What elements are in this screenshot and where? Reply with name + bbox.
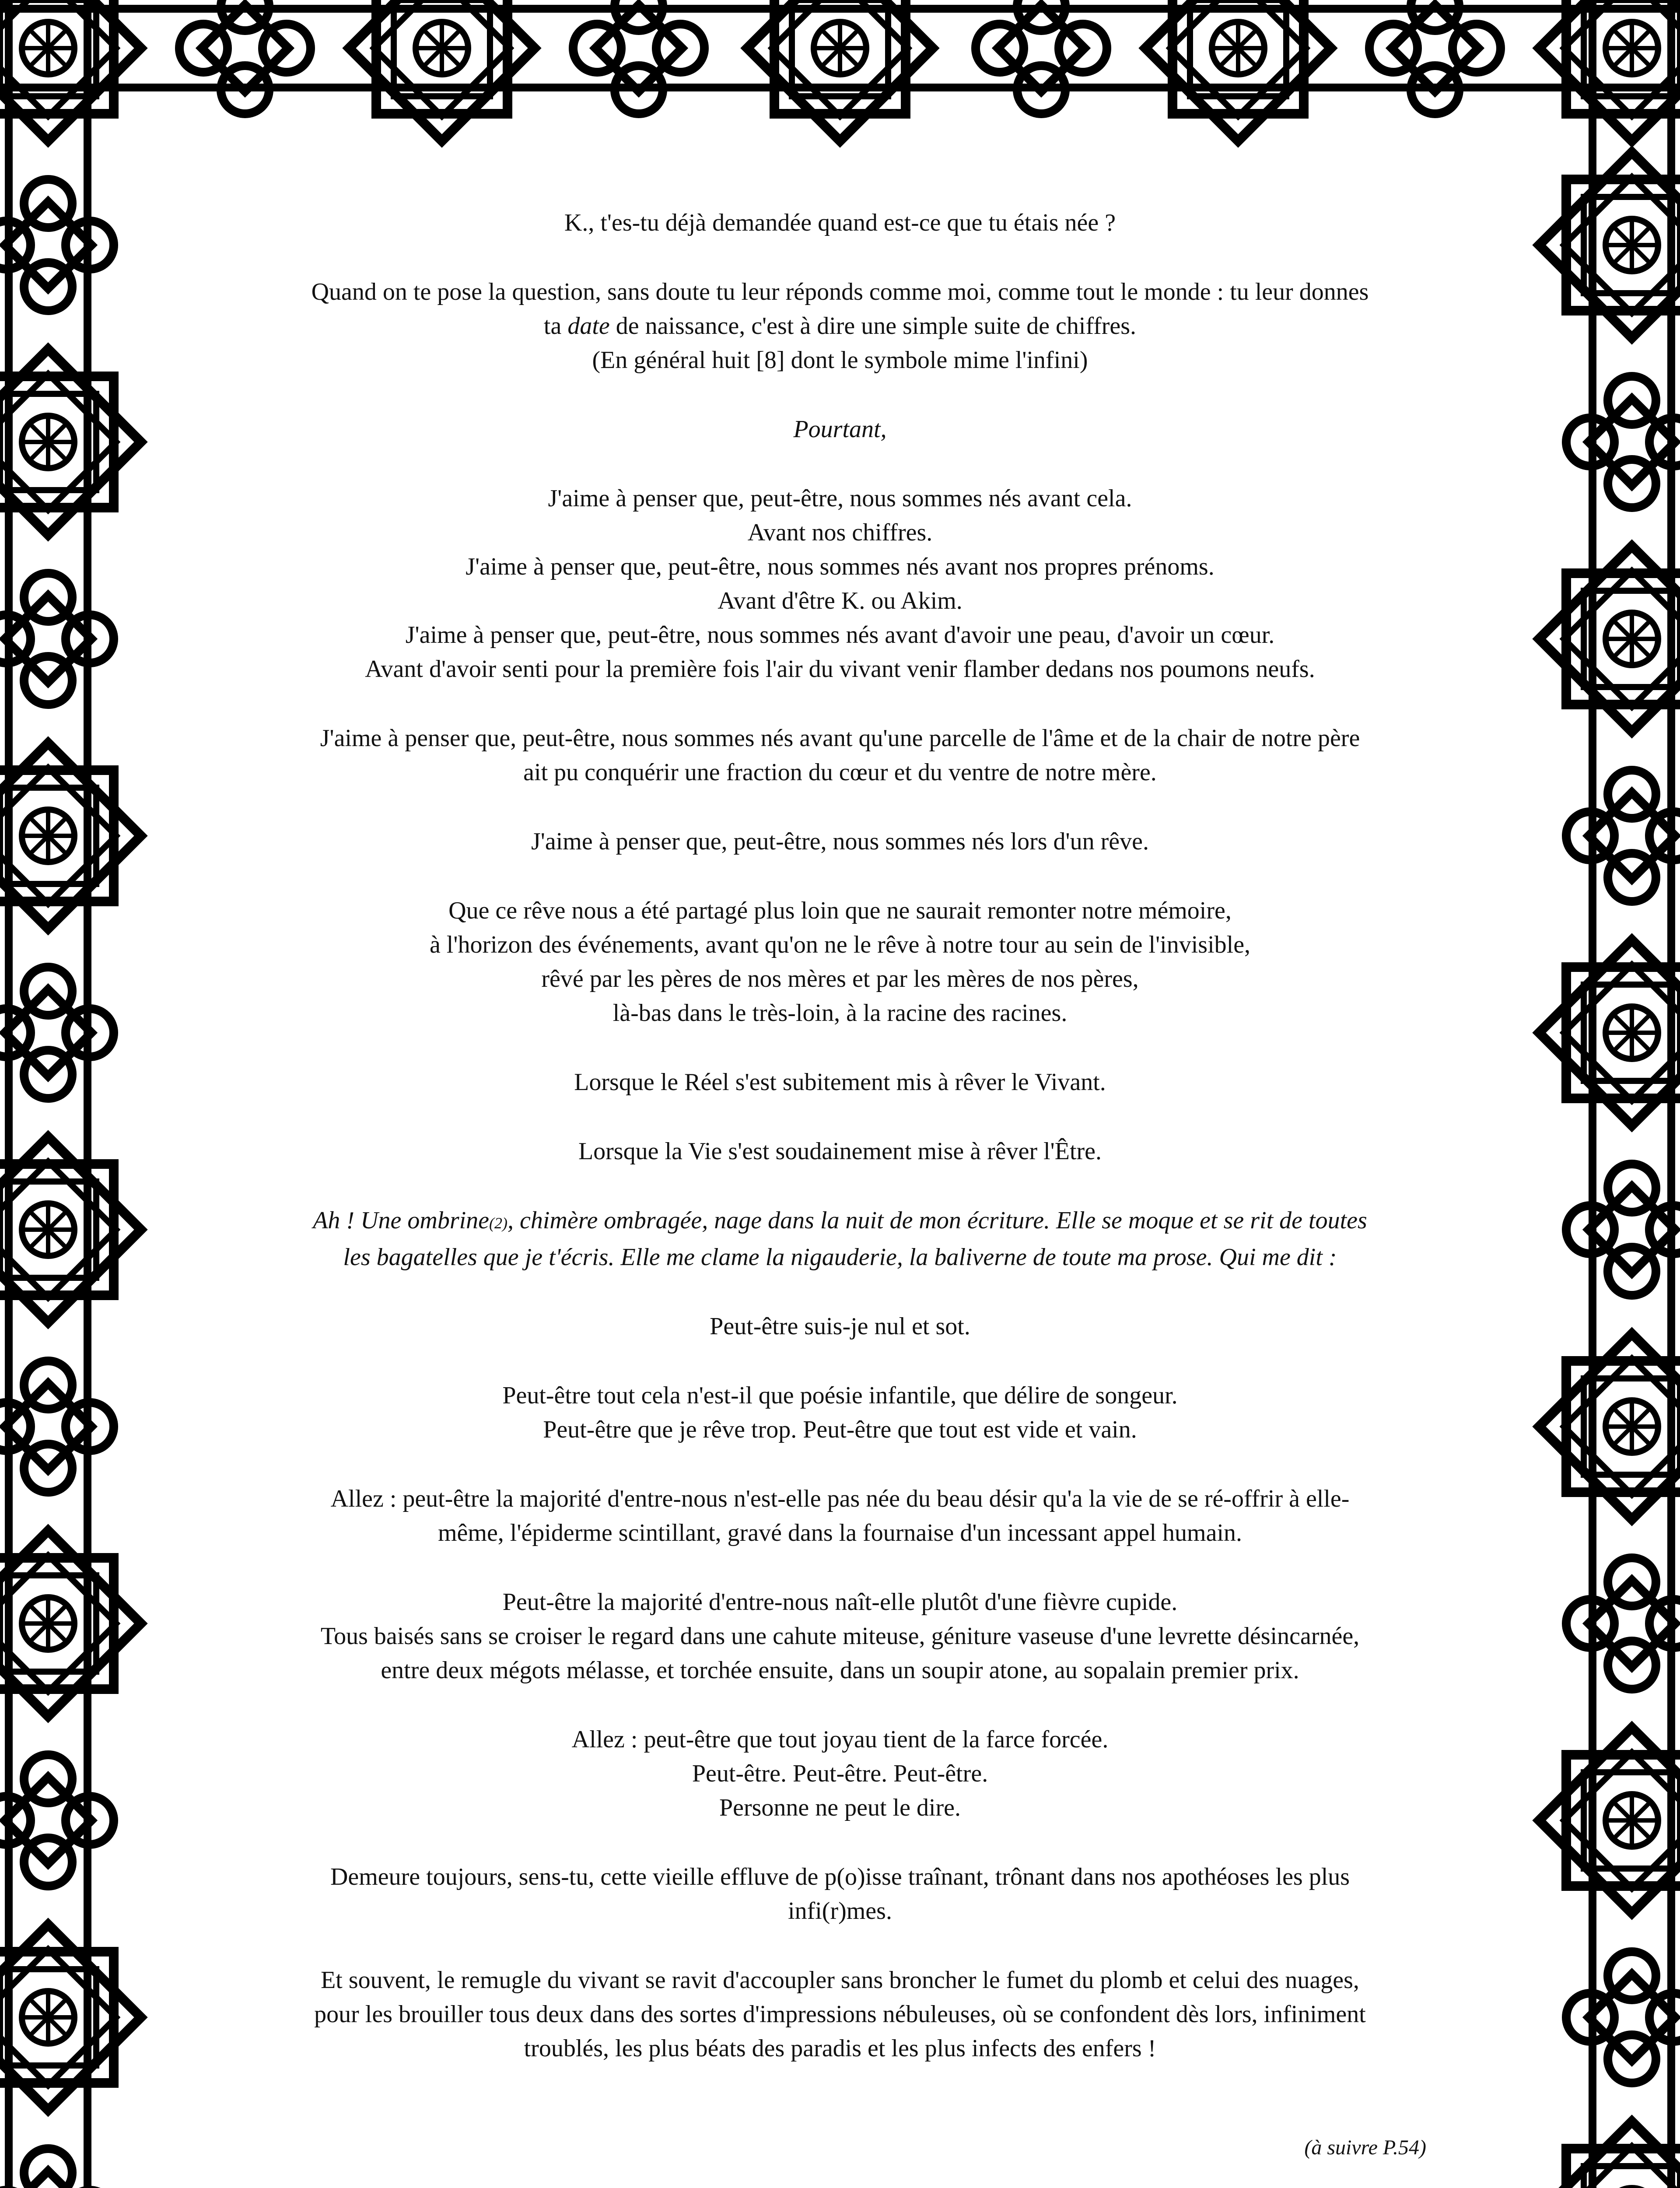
text-line: même, l'épiderme scintillant, gravé dans la fournaise d'un incessant appel humain.	[438, 1519, 1242, 1546]
footnote-marker: (2)	[489, 1214, 508, 1232]
text-line: Quand on te pose la question, sans doute tu leur réponds comme moi, comme tout le monde : tu leur donnes	[311, 278, 1369, 305]
paragraph-3	[236, 412, 1444, 446]
paragraph-4	[236, 481, 1444, 686]
text-line: Avant d'avoir senti pour la première fois l'air du vivant venir flamber dedans nos poumons neufs.	[365, 656, 1315, 683]
text-line: pour les brouiller tous deux dans des sortes d'impressions nébuleuses, où se confondent dès lors, infiniment	[314, 2001, 1366, 2028]
paragraph-12	[236, 1378, 1444, 1447]
paragraph-9	[236, 1134, 1444, 1168]
text-line: J'aime à penser que, peut-être, nous sommes nés avant cela.	[548, 485, 1132, 512]
text-line: entre deux mégots mélasse, et torchée ensuite, dans un soupir atone, au sopalain premier prix.	[381, 1657, 1299, 1684]
paragraph-15	[236, 1722, 1444, 1825]
paragraph-17	[236, 1963, 1444, 2065]
paragraph-7	[236, 894, 1444, 1030]
text-line-pourtant: Pourtant,	[793, 416, 887, 443]
text-line: Et souvent, le remugle du vivant se ravit d'accoupler sans broncher le fumet du plomb et celui des nuages,	[321, 1967, 1359, 1994]
text-line: (En général huit [8] dont le symbole mime l'infini)	[592, 347, 1088, 374]
text-line: à l'horizon des événements, avant qu'on ne le rêve à notre tour au sein de l'invisible,	[429, 931, 1251, 958]
text-line: J'aime à penser que, peut-être, nous sommes nés avant qu'une parcelle de l'âme et de la chair de notre père	[320, 725, 1360, 752]
text-line: Personne ne peut le dire.	[719, 1794, 961, 1821]
text-fragment: ta	[543, 312, 568, 340]
text-line: Tous baisés sans se croiser le regard dans une cahute miteuse, géniture vaseuse d'une levrette désincarnée,	[320, 1623, 1360, 1650]
poem-body	[236, 206, 1444, 2065]
text-line: là-bas dans le très-loin, à la racine des racines.	[612, 999, 1068, 1027]
text-line: Avant nos chiffres.	[747, 519, 933, 546]
text-line: Avant d'être K. ou Akim.	[718, 587, 962, 614]
text-fragment: , chimère ombragée, nage dans la nuit de mon écriture. Elle se moque et se rit de toutes	[508, 1207, 1367, 1234]
paragraph-16	[236, 1860, 1444, 1928]
text-line: infi(r)mes.	[788, 1897, 892, 1925]
text-line: rêvé par les pères de nos mères et par les mères de nos pères,	[541, 965, 1139, 992]
text-line: Peut-être suis-je nul et sot.	[710, 1313, 970, 1340]
text-fragment: de naissance, c'est à dire une simple suite de chiffres.	[609, 312, 1137, 340]
text-line: troublés, les plus béats des paradis et les plus infects des enfers !	[524, 2035, 1156, 2062]
text-line: J'aime à penser que, peut-être, nous sommes nés avant d'avoir une peau, d'avoir un cœur.	[405, 621, 1275, 649]
paragraph-10-italic	[236, 1203, 1444, 1274]
paragraph-6	[236, 824, 1444, 859]
text-line: K., t'es-tu déjà demandée quand est-ce que tu étais née ?	[564, 209, 1116, 236]
text-line	[236, 1203, 1444, 1240]
text-line: Peut-être. Peut-être. Peut-être.	[692, 1760, 988, 1787]
text-line: les bagatelles que je t'écris. Elle me clame la nigauderie, la baliverne de toute ma prose. Qui me dit :	[343, 1244, 1337, 1271]
paragraph-11	[236, 1309, 1444, 1343]
text-line: Peut-être la majorité d'entre-nous naît-elle plutôt d'une fièvre cupide.	[502, 1588, 1178, 1616]
text-line: Lorsque le Réel s'est subitement mis à rêver le Vivant.	[574, 1069, 1106, 1096]
continuation-note: (à suivre P.54)	[1304, 2136, 1426, 2159]
paragraph-14	[236, 1585, 1444, 1687]
text-line: Allez : peut-être que tout joyau tient de la farce forcée.	[571, 1726, 1109, 1753]
text-line: Allez : peut-être la majorité d'entre-nous n'est-elle pas née du beau désir qu'a la vie de se ré-offrir à elle-	[330, 1485, 1350, 1512]
text-line: Peut-être que je rêve trop. Peut-être que tout est vide et vain.	[543, 1416, 1137, 1443]
paragraph-2	[236, 275, 1444, 377]
emphasis-date: date	[567, 312, 610, 340]
text-line: J'aime à penser que, peut-être, nous sommes nés avant nos propres prénoms.	[466, 553, 1214, 580]
paragraph-13	[236, 1482, 1444, 1550]
text-line: Peut-être tout cela n'est-il que poésie infantile, que délire de songeur.	[502, 1382, 1178, 1409]
text-line	[236, 309, 1444, 343]
paragraph-1	[236, 206, 1444, 240]
text-line: J'aime à penser que, peut-être, nous sommes nés lors d'un rêve.	[531, 828, 1149, 855]
text-line: ait pu conquérir une fraction du cœur et du ventre de notre mère.	[523, 759, 1157, 786]
paragraph-5	[236, 721, 1444, 789]
text-fragment: Ah ! Une ombrine	[313, 1207, 490, 1234]
text-line: Lorsque la Vie s'est soudainement mise à rêver l'Être.	[578, 1138, 1102, 1165]
paragraph-8	[236, 1065, 1444, 1099]
text-line: Demeure toujours, sens-tu, cette vieille effluve de p(o)isse traînant, trônant dans nos apothéoses les plus	[330, 1863, 1350, 1890]
text-line: Que ce rêve nous a été partagé plus loin que ne saurait remonter notre mémoire,	[448, 897, 1232, 924]
